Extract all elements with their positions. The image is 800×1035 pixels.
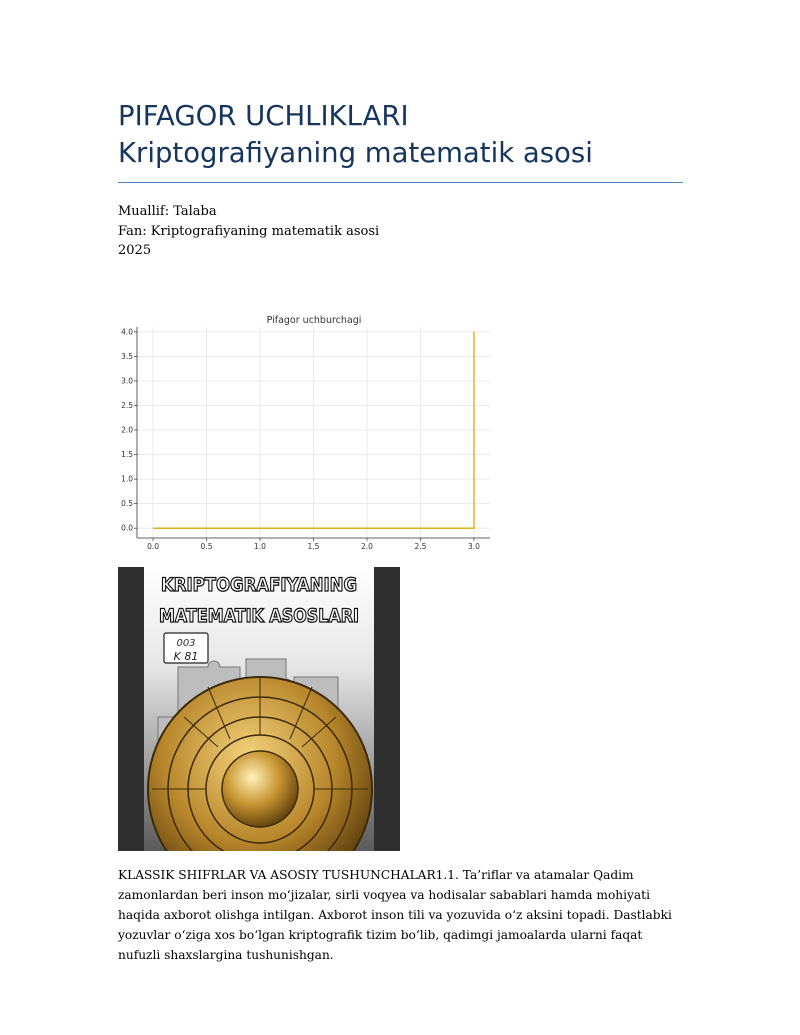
cover-stamp-line-2: K 81	[173, 650, 199, 663]
x-tick-label: 3.0	[467, 542, 480, 550]
y-tick-label: 0.5	[121, 499, 133, 509]
cover-stamp-line-1: 003	[176, 638, 196, 649]
year-line: 2025	[118, 243, 152, 258]
subject-line: Fan: Kriptografiyaning matematik asosi	[118, 223, 380, 239]
cover-title-line-2: MATEMATIK ASOSLARI	[159, 605, 359, 627]
document-title	[118, 98, 688, 172]
title-divider	[118, 182, 683, 183]
x-tick-label: 1.0	[254, 542, 266, 550]
y-tick-label: 4.0	[121, 327, 133, 337]
title-line-1: PIFAGOR UCHLIKLARI	[118, 100, 409, 132]
y-tick-label: 0.0	[121, 523, 133, 533]
pythagoras-chart	[110, 308, 500, 550]
y-tick-label: 3.5	[121, 351, 133, 361]
body-paragraph: KLASSIK SHIFRLAR VA ASOSIY TUSHUNCHALAR1.1. Ta’riflar va atamalar Qadim zamonlardan beri inson mo‘jizalar, sirli voqyea va hodisalar sabablari hamda mohiyati haqida axborot olishga intilgan. Axborot inson tili va yozuvida o‘z aksini topadi. Dastlabki yozuvlar o‘ziga xos bo‘lgan kriptografik tizim bo‘lib, qadimgi jamoalarda ularni faqat nufuzli shaxslargina tushunishgan.	[118, 868, 672, 962]
x-tick-label: 1.5	[307, 542, 320, 550]
y-tick-label: 1.0	[121, 474, 133, 484]
x-tick-label: 2.5	[414, 542, 427, 550]
y-tick-label: 2.0	[121, 425, 133, 435]
x-tick-label: 0.5	[200, 542, 213, 550]
chart-y-ticks	[121, 327, 137, 532]
y-tick-label: 1.5	[121, 450, 133, 460]
document-meta	[118, 202, 379, 261]
y-tick-label: 3.0	[121, 376, 133, 386]
title-line-2: Kriptografiyaning matematik asosi	[118, 137, 593, 169]
chart-title: Pifagor uchburchagi	[266, 315, 362, 326]
author-line: Muallif: Talaba	[118, 204, 217, 219]
y-tick-label: 2.5	[121, 401, 133, 411]
chart-grid	[137, 327, 490, 538]
book-cover-image	[118, 567, 400, 851]
x-tick-label: 0.0	[147, 542, 160, 550]
cover-title-line-1: KRIPTOGRAFIYANING	[161, 574, 357, 596]
x-tick-label: 2.0	[361, 542, 373, 550]
chart-x-ticks	[147, 538, 480, 550]
